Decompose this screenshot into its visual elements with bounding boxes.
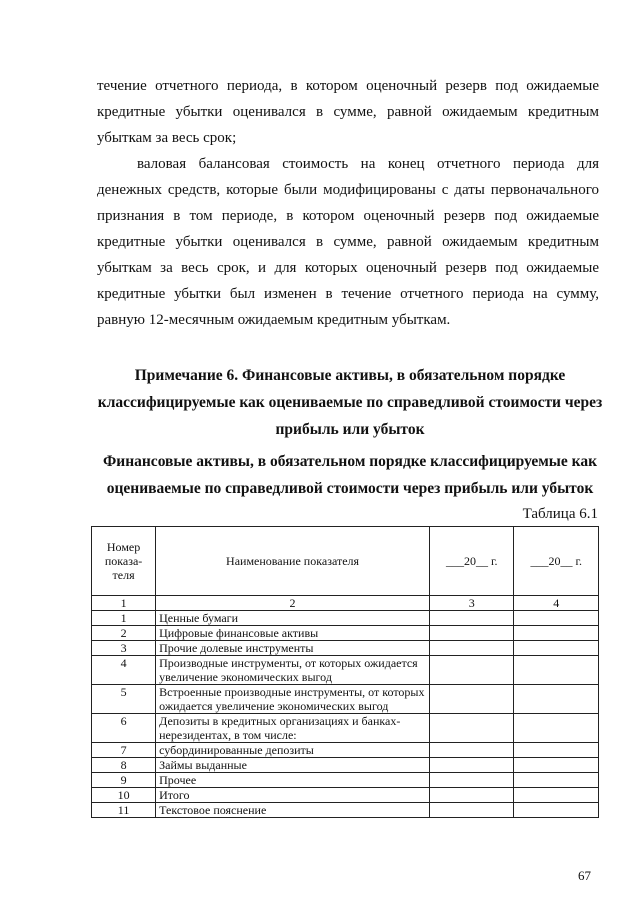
row-value-year-1 (429, 743, 514, 758)
table-row (92, 803, 599, 818)
row-number: 11 (92, 803, 156, 818)
row-value-year-1 (429, 803, 514, 818)
row-value-year-2 (514, 773, 599, 788)
table-title: Финансовые активы, в обязательном порядке классифицируемые как оцениваемые по справедливой стоимости через прибыль или убыток (102, 453, 598, 497)
row-value-year-1 (429, 656, 514, 685)
row-indicator-name: Прочее (156, 773, 430, 788)
row-value-year-2 (514, 656, 599, 685)
column-number: 2 (156, 596, 430, 611)
row-value-year-2 (514, 758, 599, 773)
row-value-year-1 (429, 788, 514, 803)
row-value-year-1 (429, 685, 514, 714)
table-header-row (92, 527, 599, 596)
row-value-year-2 (514, 743, 599, 758)
table-row (92, 788, 599, 803)
header-indicator-name: Наименование показателя (156, 527, 430, 596)
row-indicator-name: Прочие долевые инструменты (156, 641, 430, 656)
row-number: 10 (92, 788, 156, 803)
row-number: 4 (92, 656, 156, 685)
page-number: 67 (578, 868, 591, 883)
table-row (92, 656, 599, 685)
row-value-year-2 (514, 685, 599, 714)
table-row (92, 758, 599, 773)
row-indicator-name: Текстовое пояснение (156, 803, 430, 818)
note-title: Примечание 6. Финансовые активы, в обязательном порядке классифицируемые как оцениваемые по справедливой стоимости через прибыль или убыток (97, 367, 603, 438)
paragraph-gross-carrying-amount: валовая балансовая стоимость на конец отчетного периода для денежных средств, которые были модифицированы с даты первоначального признания в том периоде, в котором оценочный резерв под ожидаемые кредитные убытки оценивался в сумме, равной ожидаемым кредитным убыткам за весь срок, и для которых оценочный резерв под ожидаемые кредитные убытки был изменен в течение отчетного периода на сумму, равную 12-месячным ожидаемым кредитным убыткам. (97, 156, 599, 328)
row-indicator-name: субординированные депозиты (156, 743, 430, 758)
table-row (92, 611, 599, 626)
row-value-year-2 (514, 788, 599, 803)
row-value-year-1 (429, 641, 514, 656)
table-row (92, 626, 599, 641)
table-row (92, 641, 599, 656)
row-number: 2 (92, 626, 156, 641)
row-number: 5 (92, 685, 156, 714)
row-number: 9 (92, 773, 156, 788)
paragraph-continuation: течение отчетного периода, в котором оценочный резерв под ожидаемые кредитные убытки оценивался в сумме, равной ожидаемым кредитным убыткам за весь срок; (97, 78, 599, 146)
table-row (92, 714, 599, 743)
row-number: 1 (92, 611, 156, 626)
row-indicator-name: Производные инструменты, от которых ожидается увеличение экономических выгод (156, 656, 430, 685)
row-value-year-1 (429, 758, 514, 773)
header-indicator-number: Номер показа-теля (92, 527, 156, 596)
row-indicator-name: Встроенные производные инструменты, от которых ожидается увеличение экономических выгод (156, 685, 430, 714)
column-number: 3 (429, 596, 514, 611)
row-value-year-2 (514, 803, 599, 818)
table-caption: Таблица 6.1 (522, 506, 598, 522)
column-number: 4 (514, 596, 599, 611)
row-value-year-1 (429, 626, 514, 641)
row-value-year-2 (514, 714, 599, 743)
column-number: 1 (92, 596, 156, 611)
header-year-1: ___20__ г. (429, 527, 514, 596)
row-indicator-name: Депозиты в кредитных организациях и банках-нерезидентах, в том числе: (156, 714, 430, 743)
financial-assets-table (91, 526, 599, 818)
row-indicator-name: Цифровые финансовые активы (156, 626, 430, 641)
header-year-2: ___20__ г. (514, 527, 599, 596)
row-value-year-2 (514, 611, 599, 626)
row-number: 3 (92, 641, 156, 656)
table-row (92, 773, 599, 788)
row-number: 8 (92, 758, 156, 773)
row-indicator-name: Займы выданные (156, 758, 430, 773)
table-row (92, 685, 599, 714)
row-value-year-1 (429, 611, 514, 626)
row-number: 6 (92, 714, 156, 743)
row-value-year-1 (429, 714, 514, 743)
row-value-year-1 (429, 773, 514, 788)
row-indicator-name: Итого (156, 788, 430, 803)
table-row (92, 743, 599, 758)
row-number: 7 (92, 743, 156, 758)
column-numbers-row (92, 596, 599, 611)
row-indicator-name: Ценные бумаги (156, 611, 430, 626)
row-value-year-2 (514, 641, 599, 656)
row-value-year-2 (514, 626, 599, 641)
